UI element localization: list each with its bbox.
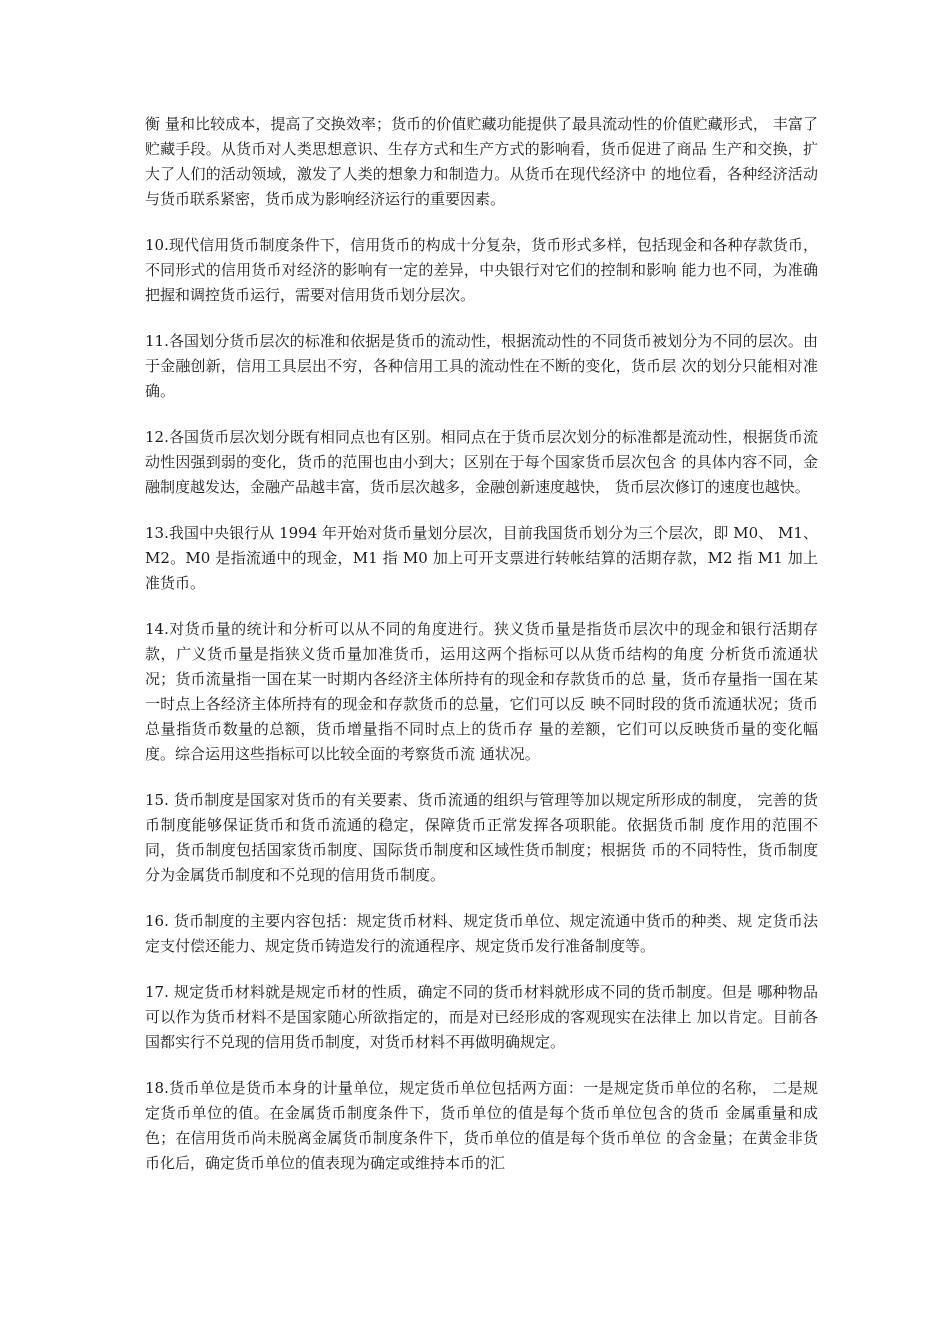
paragraph-11: 11.各国划分货币层次的标准和依据是货币的流动性，根据流动性的不同货币被划分为不同的层次。由于金融创新，信用工具层出不穷，各种信用工具的流动性在不断的变化，货币层 次的划分只能相对准确。 [145,332,818,400]
paragraph-12: 12.各国货币层次划分既有相同点也有区别。相同点在于货币层次划分的标准都是流动性，根据货币流动性因强到弱的变化，货币的范围也由小到大；区别在于每个国家货币层次包含 的具体内容不同，金融制度越发达，金融产品越丰富，货币层次越多，金融创新速度越快， 货币层次修订的速度也越快。 [145,428,818,496]
paragraph-10: 10.现代信用货币制度条件下，信用货币的构成十分复杂，货币形式多样，包括现金和各种存款货币，不同形式的信用货币对经济的影响有一定的差异，中央银行对它们的控制和影响 能力也不同，为准确把握和调控货币运行，需要对信用货币划分层次。 [145,236,818,304]
paragraph-16: 16. 货币制度的主要内容包括：规定货币材料、规定货币单位、规定流通中货币的种类、规 定货币法定支付偿还能力、规定货币铸造发行的流通程序、规定货币发行准备制度等。 [145,912,818,955]
paragraph-13: 13.我国中央银行从 1994 年开始对货币量划分层次，目前我国货币划分为三个层次，即 M0、 M1、M2。M0 是指流通中的现金，M1 指 M0 加上可开支票进行转帐结算的活期存款，M2 指 M1 加上准货币。 [145,524,818,592]
paragraph-15: 15. 货币制度是国家对货币的有关要素、货币流通的组织与管理等加以规定所形成的制度， 完善的货币制度能够保证货币和货币流通的稳定，保障货币正常发挥各项职能。依据货币制 度作用的范围不同，货币制度包括国家货币制度、国际货币制度和区域性货币制度；根据货 币的不同特性，货币制度分为金属货币制度和不兑现的信用货币制度。 [145,791,818,884]
document-body [145,112,818,1197]
paragraph-17: 17. 规定货币材料就是规定币材的性质，确定不同的货币材料就形成不同的货币制度。但是 哪种物品可以作为货币材料不是国家随心所欲指定的，而是对已经形成的客观现实在法律上 加以肯定。目前各国都实行不兑现的信用货币制度，对货币材料不再做明确规定。 [145,983,818,1051]
paragraph-14: 14.对货币量的统计和分析可以从不同的角度进行。狭义货币量是指货币层次中的现金和银行活期存款，广义货币量是指狭义货币量加准货币，运用这两个指标可以从货币结构的角度 分析货币流通状况；货币流量指一国在某一时期内各经济主体所持有的现金和存款货币的总 量，货币存量指一国在某一时点上各经济主体所持有的现金和存款货币的总量，它们可以反 映不同时段的货币流通状况；货币总量指货币数量的总额，货币增量指不同时点上的货币存 量的差额，它们可以反映货币量的变化幅度。综合运用这些指标可以比较全面的考察货币流 通状况。 [145,620,818,763]
paragraph-money-functions: 衡 量和比较成本，提高了交换效率；货币的价值贮藏功能提供了最具流动性的价值贮藏形式， 丰富了贮藏手段。从货币对人类思想意识、生存方式和生产方式的影响看，货币促进了商品 生产和交换，扩大了人们的活动领域，激发了人类的想象力和制造力。从货币在现代经济中 的地位看，各种经济活动与货币联系紧密，货币成为影响经济运行的重要因素。 [145,115,818,208]
paragraph-18: 18.货币单位是货币本身的计量单位，规定货币单位包括两方面：一是规定货币单位的名称， 二是规定货币单位的值。在金属货币制度条件下，货币单位的值是每个货币单位包含的货币 金属重量和成色；在信用货币尚未脱离金属货币制度条件下，货币单位的值是每个货币单位 的含金量；在黄金非货币化后，确定货币单位的值表现为确定或维持本币的汇 [145,1079,818,1172]
